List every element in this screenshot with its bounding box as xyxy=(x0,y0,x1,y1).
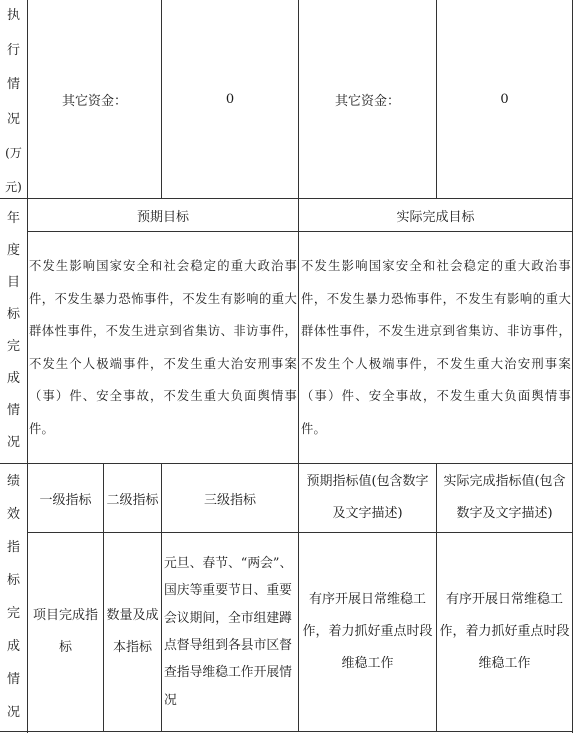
side-char: 况 xyxy=(6,705,20,720)
side-char: 效 xyxy=(6,507,20,522)
actual-value-header-cell xyxy=(437,464,572,532)
side-char: 绩 xyxy=(6,474,20,489)
planned-funds-value: 0 xyxy=(225,91,235,107)
level2-cell xyxy=(104,533,161,731)
planned-funds-label: 其它资金： xyxy=(61,93,127,109)
side-char: 情 xyxy=(6,403,20,419)
grid-line xyxy=(0,731,573,732)
side-char: 度 xyxy=(6,242,20,258)
level3-cell xyxy=(163,533,297,731)
planned-goal-text-cell xyxy=(29,232,297,463)
side-char: 年 xyxy=(6,210,20,226)
side-char: 标 xyxy=(6,573,20,588)
side-char: 况 xyxy=(6,435,20,451)
planned-goal-text: 不发生影响国家安全和社会稳定的重大政治事件，不发生暴力恐怖事件，不发生有影响的重大群体性事件，不发生进京到省集访、非访事件，不发生个人极端事件，不发生重大治安刑事案（事）件、安全事故，不发生重大负面舆情事件。 xyxy=(29,259,297,436)
actual-funds-value: 0 xyxy=(500,91,509,107)
level2-header: 二级指标 xyxy=(106,492,159,508)
side-char: 指 xyxy=(6,540,20,555)
actual-goal-text-cell xyxy=(301,232,571,463)
grid-line xyxy=(298,198,299,463)
side-char: 目 xyxy=(6,274,20,290)
execution-side-label xyxy=(0,0,27,198)
level3-value: 元旦、春节、“两会”、国庆等重要节日、重要会议期间，全市组建蹲点督导组到各县市区督查指导维稳工作开展情况 xyxy=(164,556,293,708)
actual-value-header: 实际完成指标值(包含数字及文字描述) xyxy=(443,474,566,521)
side-char: 执 xyxy=(6,8,20,23)
side-char: 成 xyxy=(6,639,20,654)
actual-value-cell xyxy=(438,533,571,731)
actual-goal-header: 实际完成目标 xyxy=(396,209,475,225)
level1-header: 一级指标 xyxy=(39,492,92,508)
actual-funds-label: 其它资金： xyxy=(334,93,400,109)
expected-value-header-cell xyxy=(299,464,436,532)
side-char: 情 xyxy=(6,672,20,687)
side-char: (万 xyxy=(5,146,22,161)
level1-value: 项目完成指标 xyxy=(32,608,98,655)
actual-value: 有序开展日常维稳工作，着力抓好重点时段维稳工作 xyxy=(439,592,570,671)
expected-value: 有序开展日常维稳工作，着力抓好重点时段维稳工作 xyxy=(302,592,433,671)
side-char: 标 xyxy=(6,306,20,322)
expected-value-cell xyxy=(300,533,435,731)
actual-goal-text: 不发生影响国家安全和社会稳定的重大政治事件，不发生暴力恐怖事件，不发生有影响的重大群体性事件，不发生进京到省集访、非访事件，不发生个人极端事件，不发生重大治安刑事案（事）件、安全事故，不发生重大负面舆情事件。 xyxy=(301,259,571,436)
side-char: 完 xyxy=(6,339,20,355)
side-char: 成 xyxy=(6,371,20,387)
performance-side-label xyxy=(0,463,27,731)
grid-line xyxy=(572,0,573,733)
annual-goal-side-label xyxy=(0,198,27,463)
side-char: 况 xyxy=(6,111,20,127)
level3-header: 三级指标 xyxy=(203,492,256,508)
side-char: 行 xyxy=(6,42,20,58)
side-char: 完 xyxy=(6,606,20,621)
expected-value-header: 预期指标值(包含数字及文字描述) xyxy=(306,474,429,521)
planned-goal-header: 预期目标 xyxy=(136,209,189,225)
side-char: 元) xyxy=(5,179,22,194)
level1-cell xyxy=(28,533,103,731)
side-char: 情 xyxy=(6,77,20,93)
level2-value: 数量及成本指标 xyxy=(106,608,159,655)
